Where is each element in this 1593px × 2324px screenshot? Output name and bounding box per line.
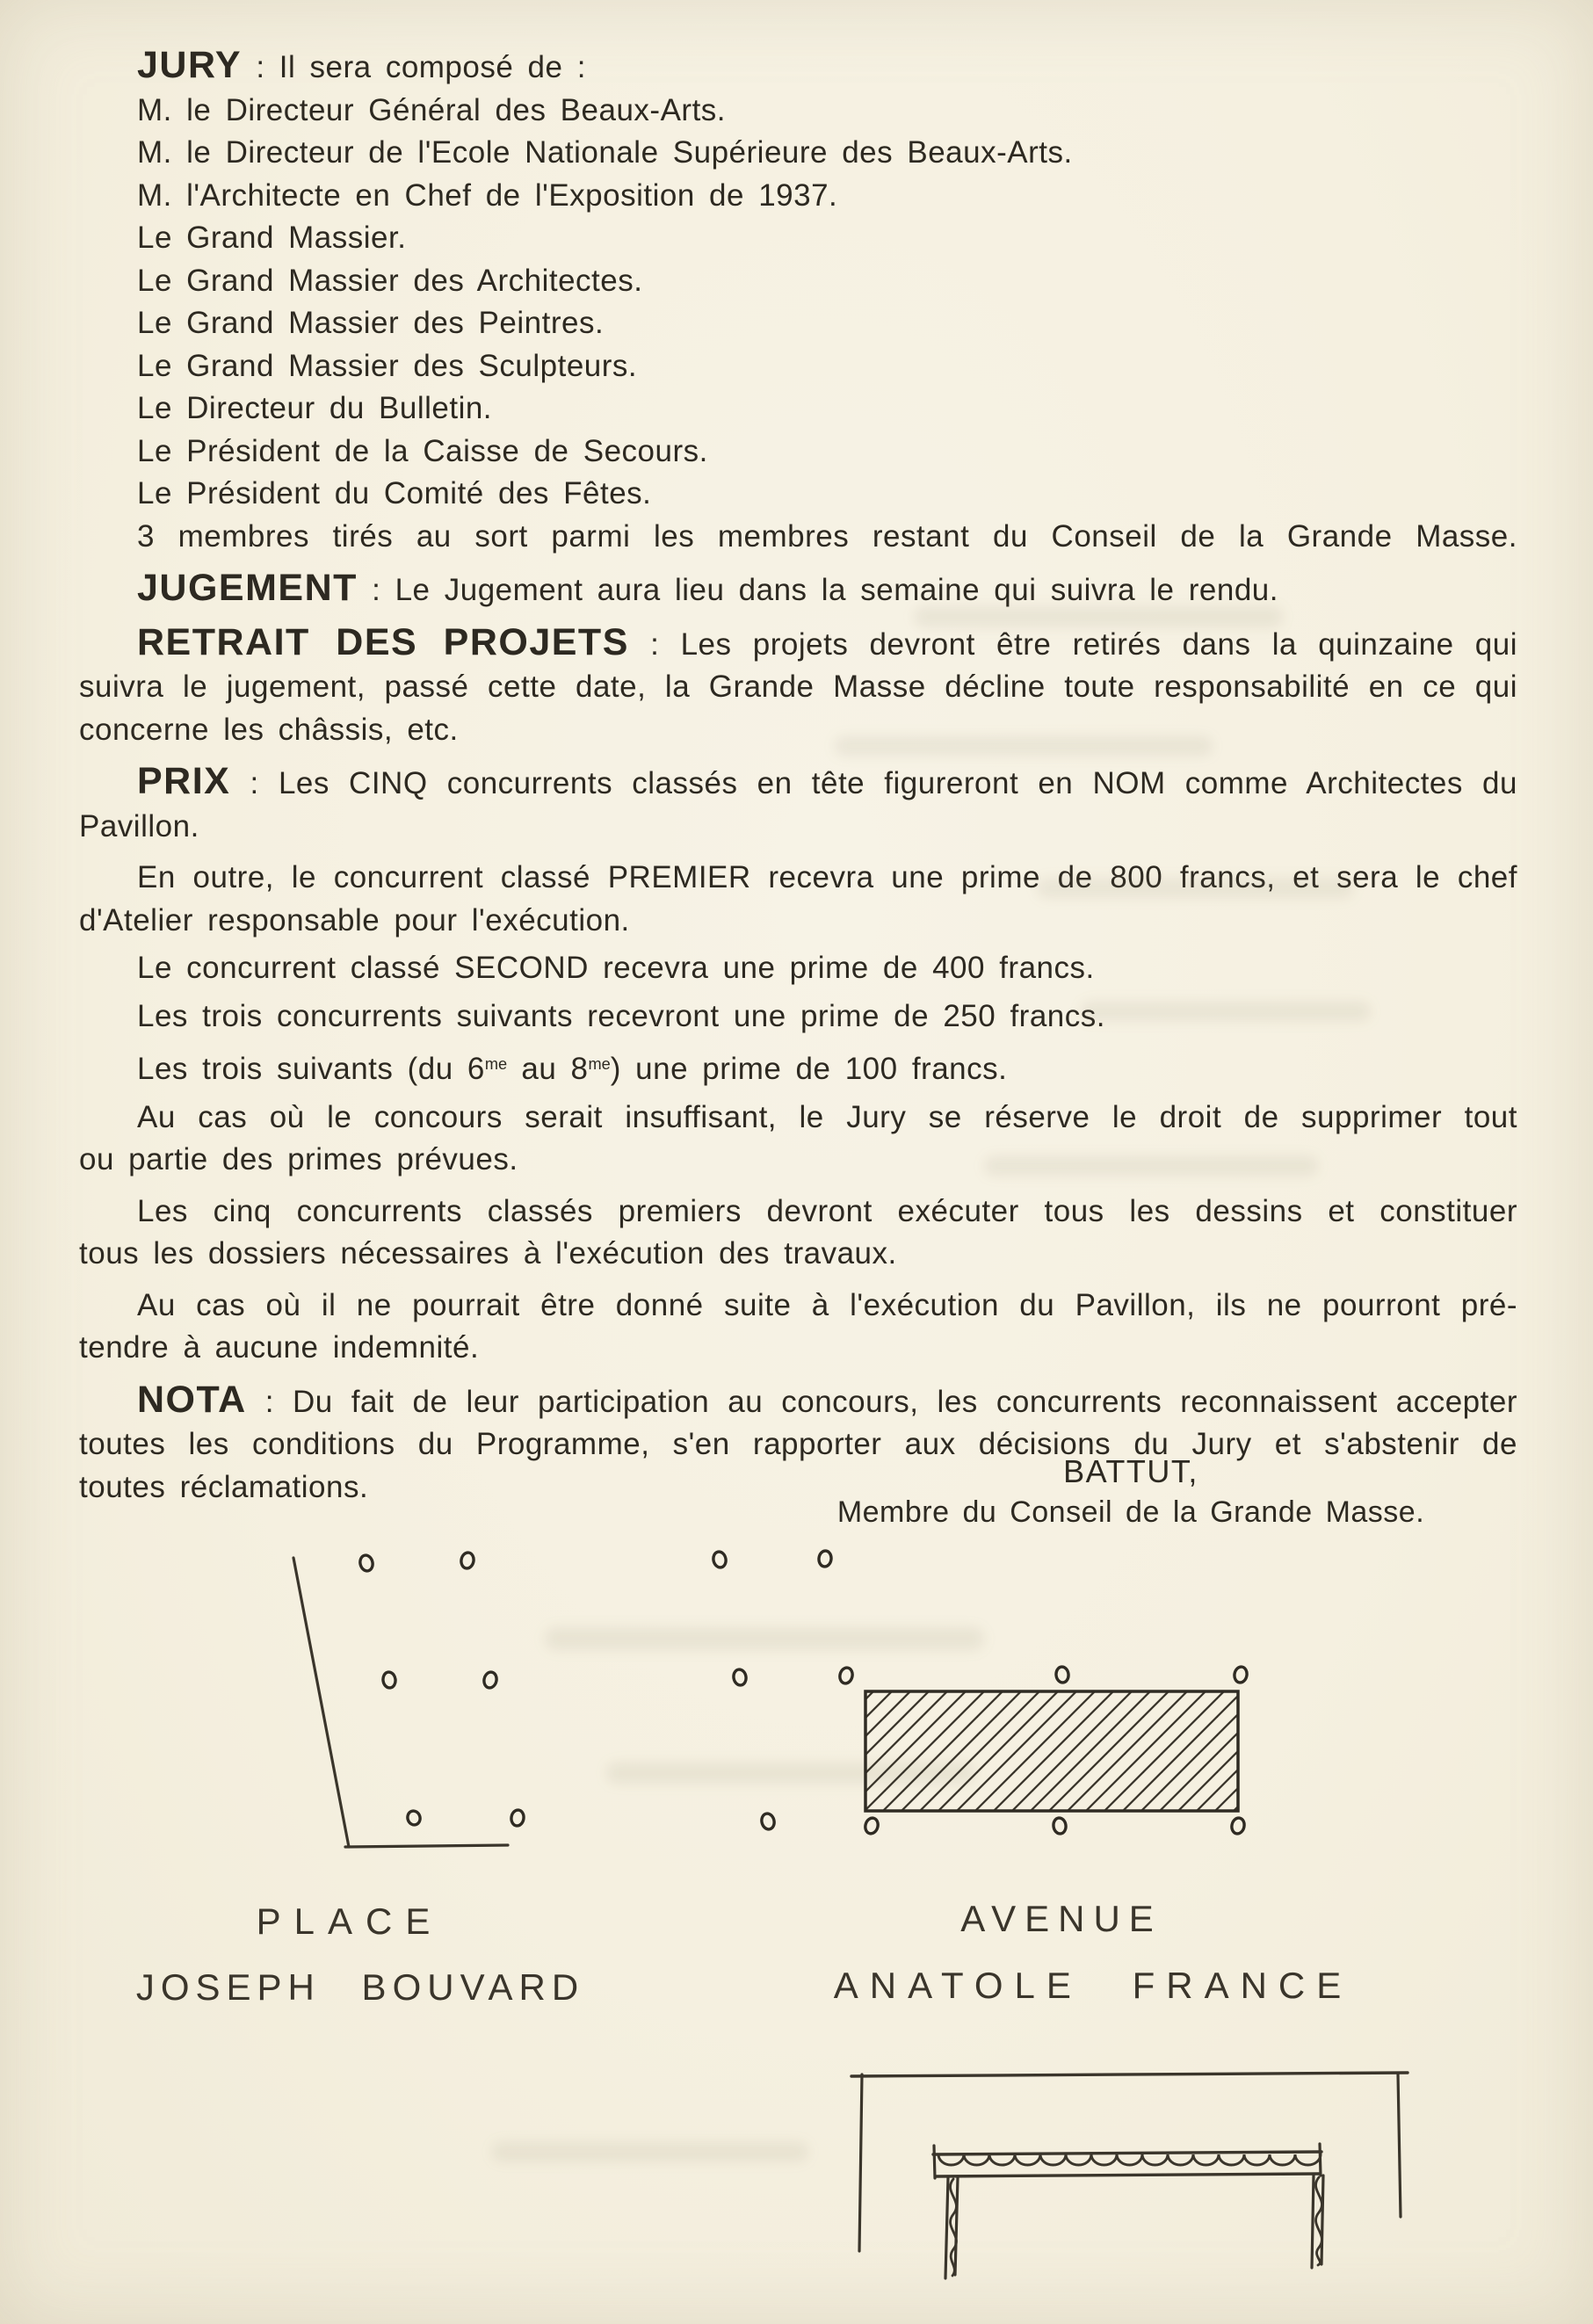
signature-name: BATTUT, <box>1063 1453 1198 1489</box>
body-text: M. l'Architecte en Chef de l'Exposition de 1937. <box>137 177 838 213</box>
body-text: M. le Directeur de l'Ecole Nationale Supérieure des Beaux-Arts. <box>137 135 1073 170</box>
heading-text: JUGEMENT <box>137 567 358 609</box>
body-text: : Il sera composé de : <box>242 50 586 84</box>
body-text: suivra le jugement, passé cette date, la Grande Masse décline toute responsabilité en ce qui <box>79 670 1517 704</box>
body-text: ) une prime de 100 francs. <box>610 1052 1008 1086</box>
body-text: d'Atelier responsable pour l'exécution. <box>79 902 630 938</box>
heading-text: JURY <box>137 44 243 86</box>
body-text: toutes les conditions du Programme, s'en rapporter aux décisions du Jury et s'abstenir de <box>79 1427 1517 1461</box>
body-text: au 8 <box>507 1052 589 1086</box>
body-text: Les trois suivants (du 6 <box>137 1052 485 1086</box>
body-text: En outre, le concurrent classé PREMIER recevra une prime de 800 francs, et sera le chef <box>137 860 1517 894</box>
body-text: Le concurrent classé SECOND recevra une prime de 400 francs. <box>137 951 1095 985</box>
body-text: : Les projets devront être retirés dans la quinzaine qui <box>628 626 1517 662</box>
place-edge-lines <box>293 1558 508 1847</box>
body-text: Le Grand Massier des Sculpteurs. <box>137 348 638 383</box>
body-text: Le Directeur du Bulletin. <box>137 391 493 425</box>
pavilion-footprint <box>865 1691 1238 1811</box>
label-avenue: AVENUE <box>960 1898 1162 1939</box>
body-text: Le Président du Comité des Fêtes. <box>137 476 652 510</box>
heading-text: RETRAIT DES PROJETS <box>137 620 629 663</box>
heading-text: NOTA <box>137 1378 247 1421</box>
body-text: me <box>484 1055 508 1073</box>
body-text: : Du fait de leur participation au concours, les concurrents reconnaissent accepter <box>246 1384 1517 1419</box>
body-text: : Le Jugement aura lieu dans la semaine qui suivra le rendu. <box>357 573 1278 607</box>
body-text: tous les dossiers nécessaires à l'exécution des travaux. <box>79 1236 897 1271</box>
body-text: Les cinq concurrents classés premiers devront exécuter tous les dessins et constituer <box>137 1193 1517 1228</box>
body-text: concerne les châssis, etc. <box>79 712 459 747</box>
label-joseph-bouvard: JOSEPH BOUVARD <box>135 1966 585 2008</box>
body-text: Le Grand Massier. <box>137 221 407 255</box>
body-text: Le Grand Massier des Architectes. <box>137 263 643 298</box>
signature-title: Membre du Conseil de la Grande Masse. <box>836 1495 1425 1529</box>
body-text: : Les CINQ concurrents classés en tête figureront en NOM comme Architectes du <box>230 766 1517 800</box>
label-place: PLACE <box>256 1900 444 1942</box>
body-text: Les trois concurrents suivants recevront une prime de 250 francs. <box>137 998 1105 1033</box>
heading-text: PRIX <box>137 760 231 802</box>
body-text: Le Grand Massier des Peintres. <box>137 306 605 340</box>
section-sketch <box>851 2073 1408 2278</box>
body-text: me <box>588 1055 611 1073</box>
body-text: M. le Directeur Général des Beaux-Arts. <box>137 92 727 127</box>
body-text: tendre à aucune indemnité. <box>79 1330 480 1365</box>
body-text: toutes réclamations. <box>79 1469 369 1504</box>
body-text: Pavillon. <box>79 808 199 843</box>
body-text: Au cas où il ne pourrait être donné suite à l'exécution du Pavillon, ils ne pourront pré- <box>137 1287 1517 1322</box>
label-anatole-france: ANATOLE FRANCE <box>833 1965 1353 2006</box>
body-text: Au cas où le concours serait insuffisant, le Jury se réserve le droit de supprimer tout <box>137 1099 1517 1134</box>
body-text: 3 membres tirés au sort parmi les membres restant du Conseil de la Grande Masse. <box>137 518 1517 554</box>
body-text: ou partie des primes prévues. <box>79 1142 518 1176</box>
body-text: Le Président de la Caisse de Secours. <box>137 433 708 468</box>
